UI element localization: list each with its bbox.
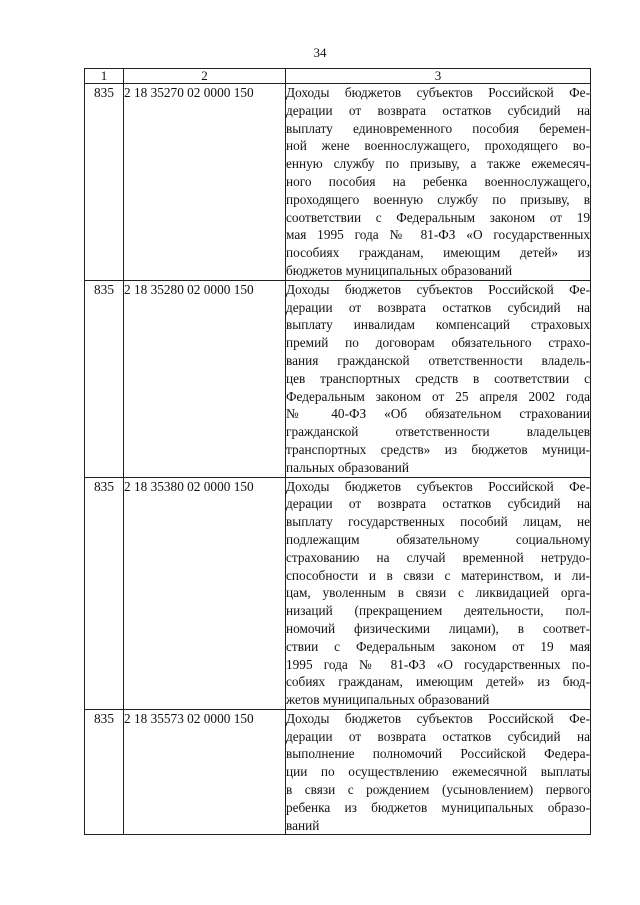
description-cell [286,84,591,281]
table-row [85,280,591,477]
description-line: ребенка из бюджетов муниципальных образо- [286,799,590,815]
description-line: транспортных средств» из бюджетов муници- [286,441,590,457]
description-line: ного пособия на ребенка военнослужащего, [286,173,590,189]
description-line: страхованию на случай временной нетрудо- [286,549,590,565]
description-line: жетов муниципальных образований [286,692,490,708]
column-header-2: 2 [124,69,286,84]
description-line: собиях гражданам, имеющим детей» из бюд- [286,674,590,690]
description-line: выплату инвалидам компенсаций страховых [286,317,590,333]
description-line: выполнение полномочий Российской Федера- [286,746,590,762]
page-number: 34 [313,45,327,60]
description-line: вания гражданской ответственности владель- [286,352,590,368]
description-line: пальных образований [286,459,409,475]
description-line: пособиях гражданам, имеющим детей» из [286,245,590,261]
description-line: ции по осуществлению ежемесячной выплаты [286,764,590,780]
table-row [85,84,591,281]
description-line: Доходы бюджетов субъектов Российской Фе- [286,85,590,100]
header-row [85,69,591,84]
column-header-3: 3 [286,69,591,84]
admin-code-cell: 835 [85,709,124,835]
budget-code-cell: 2 18 35380 02 0000 150 [124,477,286,709]
description-line: в связи с рождением (усыновлением) первого [286,782,590,798]
column-header-1: 1 [85,69,124,84]
table-row [85,709,591,835]
description-line: мая 1995 года № 81-ФЗ «О государственных [286,227,590,243]
admin-code-cell: 835 [85,477,124,709]
description-line: гражданской ответственности владельцев [286,424,590,440]
budget-code-cell: 2 18 35280 02 0000 150 [124,280,286,477]
description-line: выплату государственных пособий лицам, не [286,514,590,530]
description-line: дерации от возврата остатков субсидий на [286,496,590,512]
description-line: дерации от возврата остатков субсидий на [286,728,590,744]
budget-code-cell: 2 18 35270 02 0000 150 [124,84,286,281]
description-line: ствии с Федеральным законом от 19 мая [286,638,590,654]
description-cell [286,477,591,709]
description-cell [286,280,591,477]
description-line: бюджетов муниципальных образований [286,262,513,278]
description-line: Доходы бюджетов субъектов Российской Фе- [286,710,590,726]
description-line: Доходы бюджетов субъектов Российской Фе- [286,281,590,297]
description-line: выплату единовременного пособия беремен- [286,120,590,136]
description-line: способности и в связи с материнством, и ли- [286,567,590,583]
description-line: Доходы бюджетов субъектов Российской Фе- [286,478,590,494]
description-cell [286,709,591,835]
description-line: проходящего военную службу по призыву, в [286,191,590,207]
table-row [85,477,591,709]
description-line: ной жене военнослужащего, проходящего во- [286,138,590,154]
description-line: цам, уволенным в связи с ликвидацией орга- [286,585,590,601]
admin-code-cell: 835 [85,84,124,281]
budget-code-cell: 2 18 35573 02 0000 150 [124,709,286,835]
description-line: Федеральным законом от 25 апреля 2002 года [286,388,590,404]
description-line: номочий физическими лицами), в соответ- [286,620,590,636]
description-line: енную службу по призыву, а также ежемесяч- [286,156,590,172]
description-line: 1995 года № 81-ФЗ «О государственных по- [286,656,590,672]
description-line: низаций (прекращением деятельности, пол- [286,603,590,619]
description-line: премий по договорам обязательного страхо- [286,335,590,351]
description-line: дерации от возврата остатков субсидий на [286,102,590,118]
revenue-table [84,68,591,835]
admin-code-cell: 835 [85,280,124,477]
description-line: соответствии с Федеральным законом от 19 [286,209,590,225]
description-line: № 40-ФЗ «Об обязательном страховании [286,406,590,422]
description-line: цев транспортных средств в соответствии с [286,370,590,386]
description-line: ваний [286,817,320,833]
description-line: дерации от возврата остатков субсидий на [286,299,590,315]
description-line: подлежащим обязательному социальному [286,531,590,547]
